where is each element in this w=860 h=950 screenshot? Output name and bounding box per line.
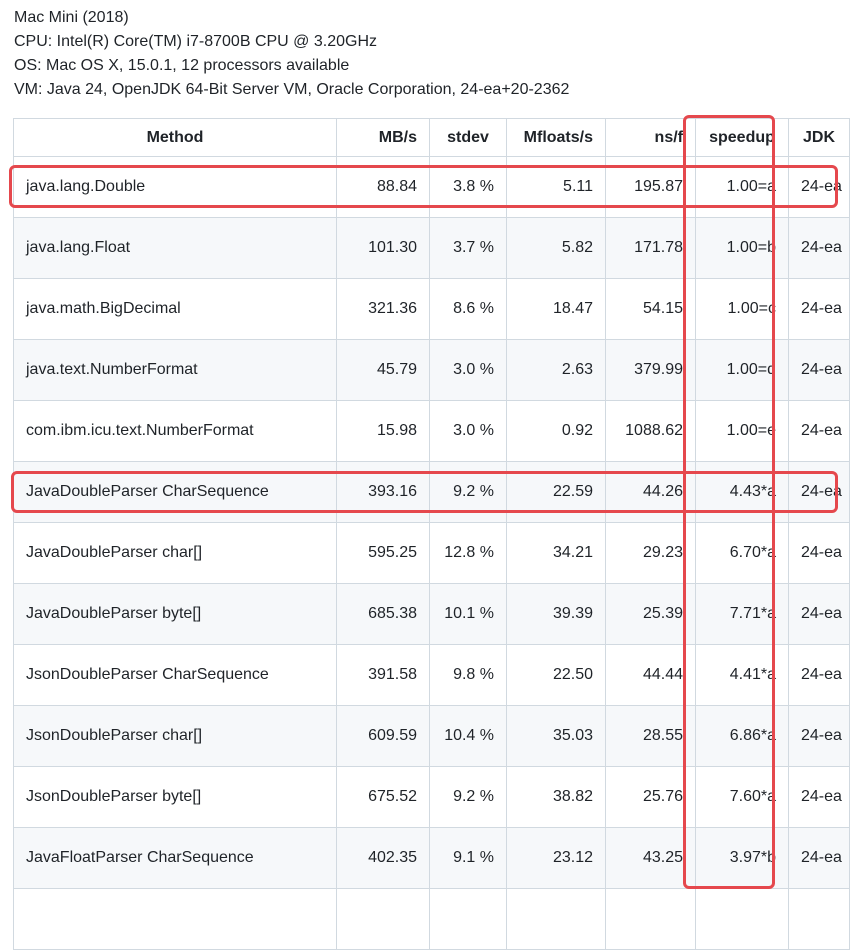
cell-speedup: 1.00=b xyxy=(696,218,789,279)
cell-nsf: 25.76 xyxy=(606,767,696,828)
cell-mfloats: 35.03 xyxy=(507,706,606,767)
table-row xyxy=(14,157,850,218)
cell-mfloats xyxy=(507,889,606,950)
cell-speedup: 1.00=e xyxy=(696,401,789,462)
cell-jdk xyxy=(789,889,850,950)
header-row xyxy=(14,119,850,157)
cell-speedup: 6.70*a xyxy=(696,523,789,584)
cell-mfloats: 38.82 xyxy=(507,767,606,828)
header-nsf: ns/f xyxy=(606,119,696,157)
cell-method: java.lang.Double xyxy=(14,157,337,218)
cell-speedup: 4.41*a xyxy=(696,645,789,706)
cell-mbs: 675.52 xyxy=(337,767,430,828)
cell-mbs: 393.16 xyxy=(337,462,430,523)
cell-stdev: 3.0 % xyxy=(430,401,507,462)
cell-mbs: 609.59 xyxy=(337,706,430,767)
table-row xyxy=(14,889,850,950)
cell-method: JsonDoubleParser byte[] xyxy=(14,767,337,828)
cell-mbs: 685.38 xyxy=(337,584,430,645)
table-row xyxy=(14,706,850,767)
table-row xyxy=(14,279,850,340)
cell-speedup: 1.00=c xyxy=(696,279,789,340)
cell-mfloats: 22.50 xyxy=(507,645,606,706)
cell-mbs: 101.30 xyxy=(337,218,430,279)
header-speedup: speedup xyxy=(696,119,789,157)
cell-jdk: 24-ea xyxy=(789,767,850,828)
cell-mfloats: 39.39 xyxy=(507,584,606,645)
cell-stdev: 9.2 % xyxy=(430,462,507,523)
cell-mfloats: 34.21 xyxy=(507,523,606,584)
benchmark-table xyxy=(13,118,850,950)
table-row xyxy=(14,767,850,828)
cell-stdev xyxy=(430,889,507,950)
cell-mbs: 45.79 xyxy=(337,340,430,401)
cell-nsf: 171.78 xyxy=(606,218,696,279)
cell-speedup: 1.00=a xyxy=(696,157,789,218)
table-row xyxy=(14,584,850,645)
cell-mfloats: 2.63 xyxy=(507,340,606,401)
cell-method: JavaFloatParser CharSequence xyxy=(14,828,337,889)
cell-mbs: 391.58 xyxy=(337,645,430,706)
cell-mfloats: 0.92 xyxy=(507,401,606,462)
cell-jdk: 24-ea xyxy=(789,401,850,462)
header-jdk: JDK xyxy=(789,119,850,157)
cell-stdev: 9.2 % xyxy=(430,767,507,828)
table-row xyxy=(14,218,850,279)
system-info xyxy=(14,6,569,102)
cell-speedup: 3.97*b xyxy=(696,828,789,889)
cell-mfloats: 23.12 xyxy=(507,828,606,889)
cell-stdev: 8.6 % xyxy=(430,279,507,340)
table-row xyxy=(14,401,850,462)
cell-nsf: 44.44 xyxy=(606,645,696,706)
cell-speedup: 4.43*a xyxy=(696,462,789,523)
cell-method: JsonDoubleParser char[] xyxy=(14,706,337,767)
cell-jdk: 24-ea xyxy=(789,706,850,767)
cell-nsf: 29.23 xyxy=(606,523,696,584)
cell-mfloats: 22.59 xyxy=(507,462,606,523)
cell-jdk: 24-ea xyxy=(789,340,850,401)
cell-nsf: 44.26 xyxy=(606,462,696,523)
cell-stdev: 3.7 % xyxy=(430,218,507,279)
cell-method: JavaDoubleParser CharSequence xyxy=(14,462,337,523)
table-row xyxy=(14,340,850,401)
cell-mbs: 15.98 xyxy=(337,401,430,462)
cell-stdev: 3.0 % xyxy=(430,340,507,401)
cell-stdev: 3.8 % xyxy=(430,157,507,218)
cell-method: JavaDoubleParser byte[] xyxy=(14,584,337,645)
cell-mfloats: 18.47 xyxy=(507,279,606,340)
table-row xyxy=(14,828,850,889)
cell-method: java.text.NumberFormat xyxy=(14,340,337,401)
cell-method: JsonDoubleParser CharSequence xyxy=(14,645,337,706)
vm-line: VM: Java 24, OpenJDK 64-Bit Server VM, Oracle Corporation, 24-ea+20-2362 xyxy=(14,81,570,98)
machine-line: Mac Mini (2018) xyxy=(14,9,129,26)
table-row xyxy=(14,645,850,706)
cell-method xyxy=(14,889,337,950)
cell-jdk: 24-ea xyxy=(789,584,850,645)
cell-mbs: 88.84 xyxy=(337,157,430,218)
cell-mbs: 595.25 xyxy=(337,523,430,584)
os-line: OS: Mac OS X, 15.0.1, 12 processors available xyxy=(14,57,350,74)
cell-jdk: 24-ea xyxy=(789,462,850,523)
cell-nsf: 379.99 xyxy=(606,340,696,401)
cell-jdk: 24-ea xyxy=(789,218,850,279)
cell-nsf: 1088.62 xyxy=(606,401,696,462)
cell-nsf: 25.39 xyxy=(606,584,696,645)
cell-mbs: 321.36 xyxy=(337,279,430,340)
cell-stdev: 10.4 % xyxy=(430,706,507,767)
header-mfloats: Mfloats/s xyxy=(507,119,606,157)
cell-jdk: 24-ea xyxy=(789,157,850,218)
header-mbs: MB/s xyxy=(337,119,430,157)
cell-nsf: 195.87 xyxy=(606,157,696,218)
cell-jdk: 24-ea xyxy=(789,828,850,889)
cell-speedup: 7.60*a xyxy=(696,767,789,828)
cell-speedup: 1.00=d xyxy=(696,340,789,401)
table-row xyxy=(14,462,850,523)
cell-speedup: 6.86*a xyxy=(696,706,789,767)
cell-mfloats: 5.11 xyxy=(507,157,606,218)
cell-stdev: 10.1 % xyxy=(430,584,507,645)
cell-speedup xyxy=(696,889,789,950)
cell-stdev: 9.1 % xyxy=(430,828,507,889)
cell-nsf: 43.25 xyxy=(606,828,696,889)
cell-speedup: 7.71*a xyxy=(696,584,789,645)
cell-stdev: 12.8 % xyxy=(430,523,507,584)
cell-method: java.math.BigDecimal xyxy=(14,279,337,340)
cell-mbs: 402.35 xyxy=(337,828,430,889)
cell-method: com.ibm.icu.text.NumberFormat xyxy=(14,401,337,462)
header-method: Method xyxy=(14,119,337,157)
cell-mbs xyxy=(337,889,430,950)
header-stdev: stdev xyxy=(430,119,507,157)
cell-nsf: 28.55 xyxy=(606,706,696,767)
cell-stdev: 9.8 % xyxy=(430,645,507,706)
cell-jdk: 24-ea xyxy=(789,523,850,584)
cell-nsf xyxy=(606,889,696,950)
cell-method: JavaDoubleParser char[] xyxy=(14,523,337,584)
cell-jdk: 24-ea xyxy=(789,279,850,340)
cell-mfloats: 5.82 xyxy=(507,218,606,279)
table-row xyxy=(14,523,850,584)
cell-jdk: 24-ea xyxy=(789,645,850,706)
cell-method: java.lang.Float xyxy=(14,218,337,279)
cpu-line: CPU: Intel(R) Core(TM) i7-8700B CPU @ 3.20GHz xyxy=(14,33,377,50)
cell-nsf: 54.15 xyxy=(606,279,696,340)
